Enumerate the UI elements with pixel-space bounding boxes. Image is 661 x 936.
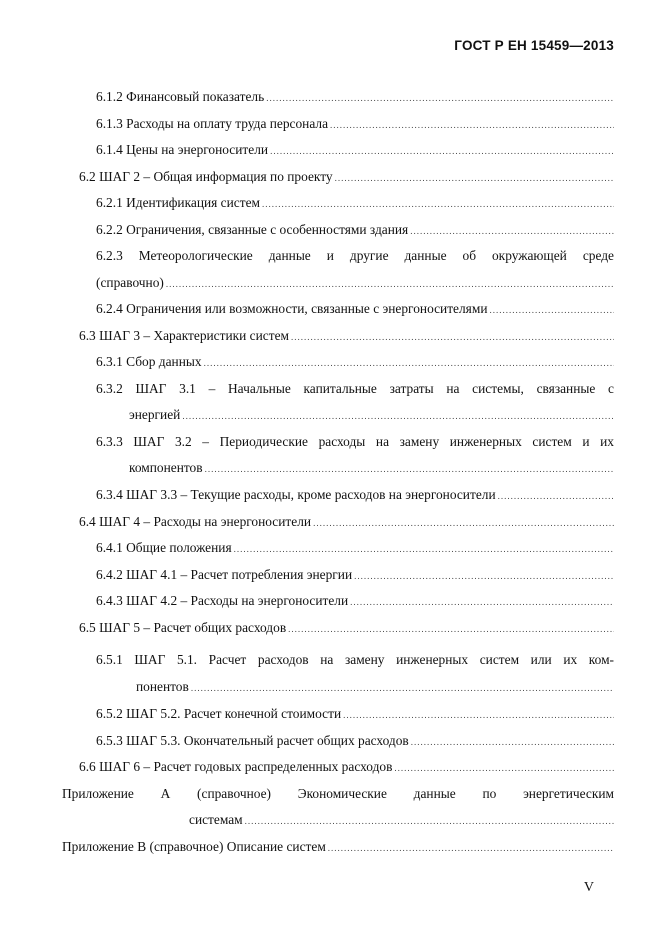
toc-entry-text: 6.5.3 ШАГ 5.3. Окончательный расчет общих расходов <box>96 732 409 748</box>
dot-leader <box>330 112 614 139</box>
dot-leader <box>498 483 614 510</box>
toc-entry-text-cont: компонентов <box>129 460 203 475</box>
dot-leader <box>266 85 614 112</box>
toc-entry[interactable] <box>96 701 614 729</box>
dot-leader <box>270 138 614 165</box>
toc-entry-text-cont: системам <box>189 812 243 827</box>
toc-entry-text: 6.6 ШАГ 6 – Расчет годовых распределенных расходов <box>79 759 393 774</box>
dot-leader <box>335 165 614 192</box>
toc-entry-text: 6.3.1 Сбор данных <box>96 354 202 369</box>
dot-leader <box>411 729 614 756</box>
toc-entry-text: 6.3 ШАГ 3 – Характеристики систем <box>79 327 289 343</box>
toc-entry-text: 6.4 ШАГ 4 – Расходы на энергоносители <box>79 513 312 529</box>
toc-entry[interactable] <box>96 217 614 245</box>
dot-leader <box>354 563 614 590</box>
dot-leader <box>394 755 614 782</box>
dot-leader <box>291 324 614 351</box>
toc-entry-text-cont: понентов <box>136 678 189 694</box>
toc-entry-text: 6.2.3 Метеорологические данные и другие данные об окружающей среде <box>96 248 614 263</box>
toc-entry[interactable] <box>96 137 614 165</box>
toc-entry-text: 6.1.3 Расходы на оплату труда персонала <box>96 115 329 131</box>
toc-entry[interactable] <box>62 781 614 835</box>
toc-entry-text: Приложение В (справочное) Описание систем <box>62 839 326 854</box>
toc-entry[interactable] <box>79 164 614 192</box>
toc-entry[interactable] <box>96 376 614 430</box>
dot-leader <box>191 675 614 702</box>
toc-entry[interactable] <box>96 588 614 616</box>
dot-leader <box>166 271 614 298</box>
toc-entry-text: 6.1.4 Цены на энергоносители <box>96 142 269 157</box>
toc-entry[interactable] <box>96 482 614 510</box>
dot-leader <box>262 191 614 218</box>
toc-entry-text: 6.2 ШАГ 2 – Общая информация по проекту <box>79 168 333 184</box>
dot-leader <box>182 403 614 430</box>
toc-entry[interactable] <box>96 190 614 218</box>
toc-entry-text: 6.5 ШАГ 5 – Расчет общих расходов <box>79 619 287 635</box>
toc-entry[interactable] <box>96 84 614 112</box>
dot-leader <box>234 536 614 563</box>
document-header: ГОСТ Р ЕН 15459—2013 <box>454 38 614 53</box>
toc-entry-text: 6.5.2 ШАГ 5.2. Расчет конечной стоимости <box>96 706 342 721</box>
toc-entry[interactable] <box>96 562 614 590</box>
toc-entry[interactable] <box>96 647 614 701</box>
toc-entry-text-cont: энергией <box>129 407 181 422</box>
toc-entry-text: 6.2.4 Ограничения или возможности, связанные с энергоносителями <box>96 301 488 316</box>
toc-entry-text: 6.3.3 ШАГ 3.2 – Периодические расходы на замену инженерных систем и их <box>96 433 614 449</box>
toc-entry-text: 6.2.2 Ограничения, связанные с особенностями здания <box>96 221 409 237</box>
page-number: V <box>583 880 594 895</box>
toc-entry-text: 6.4.3 ШАГ 4.2 – Расходы на энергоносители <box>96 593 349 608</box>
dot-leader <box>204 350 614 377</box>
dot-leader <box>343 702 614 729</box>
toc-entry[interactable] <box>96 296 614 324</box>
toc-entry-text: 6.3.4 ШАГ 3.3 – Текущие расходы, кроме расходов на энергоносители <box>96 487 496 502</box>
toc-entry-text: 6.4.2 ШАГ 4.1 – Расчет потребления энергии <box>96 566 353 582</box>
dot-leader <box>245 808 614 835</box>
toc-entry[interactable] <box>79 509 614 537</box>
toc-entry[interactable] <box>96 535 614 563</box>
toc-entry[interactable] <box>79 754 614 782</box>
dot-leader <box>288 616 614 643</box>
toc-entry-text: 6.2.1 Идентификация систем <box>96 195 260 210</box>
toc-entry-text: 6.3.2 ШАГ 3.1 – Начальные капитальные затраты на системы, связанные с <box>96 380 614 396</box>
toc-entry[interactable] <box>96 243 614 297</box>
toc-entry[interactable] <box>79 615 614 643</box>
dot-leader <box>350 589 614 616</box>
toc-entry-text: Приложение А (справочное) Экономические данные по энергетическим <box>62 785 614 801</box>
toc-entry-text: 6.5.1 ШАГ 5.1. Расчет расходов на замену инженерных систем или их ком- <box>96 652 614 667</box>
toc-entry-text: 6.4.1 Общие положения <box>96 540 232 555</box>
toc-entry[interactable] <box>96 111 614 139</box>
dot-leader <box>205 456 614 483</box>
toc-entry-text-cont: (справочно) <box>96 274 164 290</box>
dot-leader <box>328 835 614 862</box>
dot-leader <box>410 218 614 245</box>
toc-entry[interactable] <box>79 323 614 351</box>
toc-entry[interactable] <box>96 728 614 756</box>
toc-entry[interactable] <box>62 834 614 862</box>
toc-entry[interactable] <box>96 349 614 377</box>
toc-entry-text: 6.1.2 Финансовый показатель <box>96 89 265 104</box>
toc-entry[interactable] <box>96 429 614 483</box>
dot-leader <box>490 297 615 324</box>
dot-leader <box>313 510 614 537</box>
